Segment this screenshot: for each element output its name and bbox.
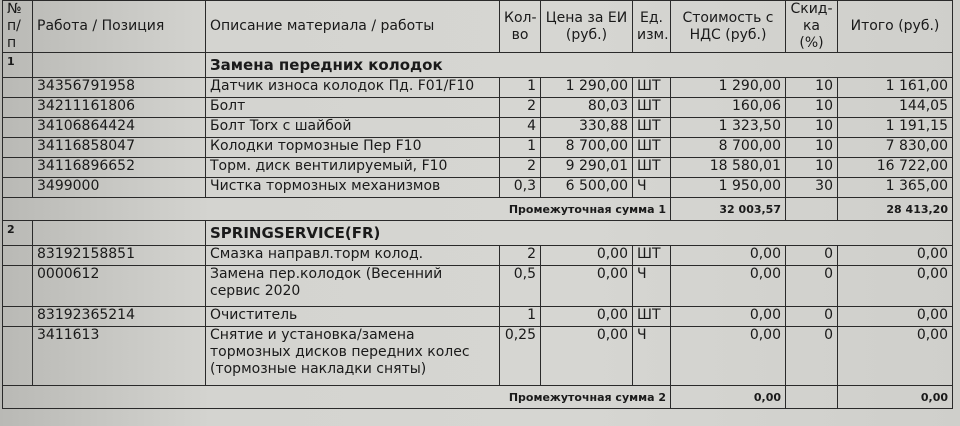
cell-unit: Ч xyxy=(633,266,671,307)
cell-unit: ШТ xyxy=(633,246,671,266)
cell-discount: 10 xyxy=(786,98,838,118)
cell-price: 9 290,01 xyxy=(541,158,633,178)
cell-description: Чистка тормозных механизмов xyxy=(206,178,500,198)
cell-description: Торм. диск вентилируемый, F10 xyxy=(206,158,500,178)
subtotal-label: Промежуточная сумма 2 xyxy=(3,386,671,409)
cell-unit: Ч xyxy=(633,178,671,198)
cell-price: 0,00 xyxy=(541,307,633,327)
subtotal-total: 0,00 xyxy=(838,386,953,409)
cell-position: 34356791958 xyxy=(33,78,206,98)
cell-cost: 0,00 xyxy=(671,246,786,266)
cell-unit: Ч xyxy=(633,327,671,386)
cell-unit: ШТ xyxy=(633,118,671,138)
cell-qty: 2 xyxy=(500,246,541,266)
cell-discount: 10 xyxy=(786,138,838,158)
subtotal-row xyxy=(3,386,953,409)
cell-total: 1 161,00 xyxy=(838,78,953,98)
cell-position: 83192158851 xyxy=(33,246,206,266)
cell-discount: 10 xyxy=(786,158,838,178)
cell-total: 0,00 xyxy=(838,266,953,307)
table-row xyxy=(3,246,953,266)
subtotal-row xyxy=(3,198,953,221)
cell-price: 1 290,00 xyxy=(541,78,633,98)
header-description: Описание материала / работы xyxy=(206,1,500,53)
cell-cost: 0,00 xyxy=(671,307,786,327)
cell-cost: 1 323,50 xyxy=(671,118,786,138)
cell-cost: 18 580,01 xyxy=(671,158,786,178)
header-price: Цена за ЕИ (руб.) xyxy=(541,1,633,53)
cell-position: 3499000 xyxy=(33,178,206,198)
cell-qty: 0,25 xyxy=(500,327,541,386)
invoice-table xyxy=(2,0,953,409)
cell-discount: 10 xyxy=(786,118,838,138)
subtotal-label: Промежуточная сумма 1 xyxy=(3,198,671,221)
cell-unit: ШТ xyxy=(633,138,671,158)
cell-description: Снятие и установка/замена тормозных дисков передних колес (тормозные накладки сняты) xyxy=(206,327,500,386)
cell-position: 0000612 xyxy=(33,266,206,307)
cell-qty: 1 xyxy=(500,307,541,327)
section-title: Замена передних колодок xyxy=(206,53,953,78)
cell-total: 16 722,00 xyxy=(838,158,953,178)
table-row xyxy=(3,118,953,138)
cell-price: 6 500,00 xyxy=(541,178,633,198)
table-row xyxy=(3,158,953,178)
cell-total: 0,00 xyxy=(838,307,953,327)
cell-cost: 0,00 xyxy=(671,266,786,307)
cell-unit: ШТ xyxy=(633,307,671,327)
table-row xyxy=(3,178,953,198)
cell-discount: 0 xyxy=(786,246,838,266)
subtotal-total: 28 413,20 xyxy=(838,198,953,221)
table-row xyxy=(3,78,953,98)
cell-position: 34106864424 xyxy=(33,118,206,138)
cell-unit: ШТ xyxy=(633,158,671,178)
cell-qty: 1 xyxy=(500,78,541,98)
table-row xyxy=(3,98,953,118)
cell-price: 0,00 xyxy=(541,246,633,266)
cell-qty: 4 xyxy=(500,118,541,138)
section-title: SPRINGSERVICE(FR) xyxy=(206,221,953,246)
cell-discount: 10 xyxy=(786,78,838,98)
cell-total: 1 365,00 xyxy=(838,178,953,198)
section-number: 2 xyxy=(3,221,33,246)
cell-total: 1 191,15 xyxy=(838,118,953,138)
cell-position: 3411613 xyxy=(33,327,206,386)
section-header xyxy=(3,221,953,246)
cell-description: Болт xyxy=(206,98,500,118)
cell-cost: 8 700,00 xyxy=(671,138,786,158)
cell-qty: 2 xyxy=(500,158,541,178)
cell-position: 34116858047 xyxy=(33,138,206,158)
header-discount: Скид-ка (%) xyxy=(786,1,838,53)
subtotal-cost: 32 003,57 xyxy=(671,198,786,221)
cell-description: Замена пер.колодок (Весенний сервис 2020 xyxy=(206,266,500,307)
table-row xyxy=(3,307,953,327)
header-qty: Кол-во xyxy=(500,1,541,53)
table-row xyxy=(3,266,953,307)
header-num: № п/п xyxy=(3,1,33,53)
cell-discount: 0 xyxy=(786,307,838,327)
cell-total: 0,00 xyxy=(838,246,953,266)
table-row xyxy=(3,138,953,158)
cell-price: 8 700,00 xyxy=(541,138,633,158)
cell-discount: 0 xyxy=(786,266,838,307)
cell-cost: 160,06 xyxy=(671,98,786,118)
cell-qty: 0,5 xyxy=(500,266,541,307)
subtotal-cost: 0,00 xyxy=(671,386,786,409)
cell-cost: 0,00 xyxy=(671,327,786,386)
header-cost: Стоимость с НДС (руб.) xyxy=(671,1,786,53)
section-number: 1 xyxy=(3,53,33,78)
cell-price: 0,00 xyxy=(541,266,633,307)
header-position: Работа / Позиция xyxy=(33,1,206,53)
cell-description: Датчик износа колодок Пд. F01/F10 xyxy=(206,78,500,98)
cell-description: Смазка направл.торм колод. xyxy=(206,246,500,266)
cell-price: 80,03 xyxy=(541,98,633,118)
cell-total: 7 830,00 xyxy=(838,138,953,158)
cell-qty: 2 xyxy=(500,98,541,118)
table-row xyxy=(3,327,953,386)
cell-cost: 1 950,00 xyxy=(671,178,786,198)
cell-description: Болт Torx с шайбой xyxy=(206,118,500,138)
cell-unit: ШТ xyxy=(633,98,671,118)
header-row xyxy=(3,1,953,53)
cell-discount: 30 xyxy=(786,178,838,198)
section-header xyxy=(3,53,953,78)
cell-discount: 0 xyxy=(786,327,838,386)
cell-total: 0,00 xyxy=(838,327,953,386)
cell-position: 83192365214 xyxy=(33,307,206,327)
cell-position: 34211161806 xyxy=(33,98,206,118)
cell-total: 144,05 xyxy=(838,98,953,118)
cell-qty: 0,3 xyxy=(500,178,541,198)
cell-position: 34116896652 xyxy=(33,158,206,178)
cell-unit: ШТ xyxy=(633,78,671,98)
cell-description: Колодки тормозные Пер F10 xyxy=(206,138,500,158)
cell-price: 0,00 xyxy=(541,327,633,386)
header-total: Итого (руб.) xyxy=(838,1,953,53)
header-unit: Ед. изм. xyxy=(633,1,671,53)
cell-qty: 1 xyxy=(500,138,541,158)
cell-cost: 1 290,00 xyxy=(671,78,786,98)
cell-description: Очиститель xyxy=(206,307,500,327)
cell-price: 330,88 xyxy=(541,118,633,138)
